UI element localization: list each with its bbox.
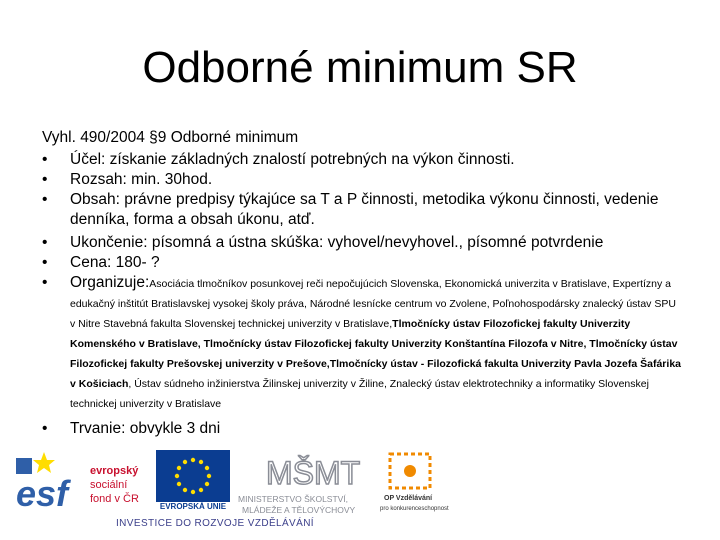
slide-body [42,128,682,439]
msmt-text-line2: MLÁDEŽE A TĚLOVÝCHOVY [242,505,356,515]
bullet-text: Obsah: právne predpisy týkajúce sa T a P činnosti, metodika výkonu činnosti, vedenie denníka, forma a obsah úkonu, atď. [70,191,659,228]
bullet-item-price [42,253,682,273]
op-logo [380,452,452,514]
eu-flag-icon [156,450,230,502]
bullet-marker: • [42,171,48,188]
bullet-text: Cena: 180- ? [70,254,160,271]
esf-text-line3: fond v ČR [90,493,139,505]
eu-star-icon [33,452,55,473]
organizer-list-part2: , Ústav súdneho inžinierstva Žilinskej univerzity v Žiline, Znalecký ústav elektrotechniky a informatiky Slovenskej technickej univerzity v Bratislave [70,378,649,410]
esf-letters: esf [16,473,69,514]
bullet-item-organizer [42,273,682,413]
bullet-marker: • [42,420,48,437]
bullet-marker: • [42,254,48,271]
bullet-text: Trvanie: obvykle 3 dni [70,420,221,437]
footer-band: INVESTICE DO ROZVOJE VZDĚLÁVÁNÍ [116,518,314,529]
bullet-item-scope [42,170,682,190]
intro-line: Vyhl. 490/2004 §9 Odborné minimum [42,129,299,146]
bullet-text: Účel: získanie základných znalostí potrebných na výkon činnosti. [70,151,515,168]
bullet-marker: • [42,274,48,291]
op-text-line2: pro konkurenceschopnost [380,506,449,512]
esf-logo [14,448,144,518]
bullet-item-content [42,190,682,230]
msmt-text-line1: MINISTERSTVO ŠKOLSTVÍ, [238,494,349,504]
bullet-item-purpose [42,150,682,170]
bullet-marker: • [42,234,48,251]
msmt-letters: MŠMT [266,455,361,491]
slide-title: Odborné minimum SR [142,43,578,92]
organizer-list-part1: Asociácia tlmočníkov posunkovej reči nepočujúcich Slovenska, Ekonomická univerzita v Bratislave, Expertízny a edukačný inštitút Bratislavskej vysokej školy práva, Národné lesnícke centrum vo Zvolene, Poľnohospodársky znalecký ústav SPU v Nitre Stavebná fakulta Slovenskej technickej univerzity v Bratislave, [70,278,676,330]
op-text-line1: OP Vzdělávání [384,495,433,502]
organizer-label: Organizuje: [70,274,150,291]
organizer-list-bold: Tlmočnícky ústav Filozofickej fakulty Univerzity Komenského v Bratislave, Tlmočnícky ústav Filozofickej fakulty Univerzity Konštantína Filozofa v Nitre, Tlmočnícky ústav Filozofickej fakulty Prešovskej univerzity v Prešove,Tlmočnícky ústav - Filozofická fakulta Univerzity Pavla Jozefa Šafárika v Košiciach [70,318,681,390]
bullet-text: Ukončenie: písomná a ústna skúška: vyhovel/nevyhovel., písomné potvrdenie [70,234,604,251]
esf-text-line1: evropský [90,465,139,477]
bullet-marker: • [42,191,48,208]
logo-footer [10,446,470,536]
bullet-text: Rozsah: min. 30hod. [70,171,213,188]
eu-label: EVROPSKÁ UNIE [159,502,227,511]
bullet-marker: • [42,151,48,168]
msmt-logo [238,448,364,518]
bullet-item-duration [42,419,682,439]
bullet-item-completion [42,233,682,253]
esf-text-line2: sociální [90,479,128,491]
